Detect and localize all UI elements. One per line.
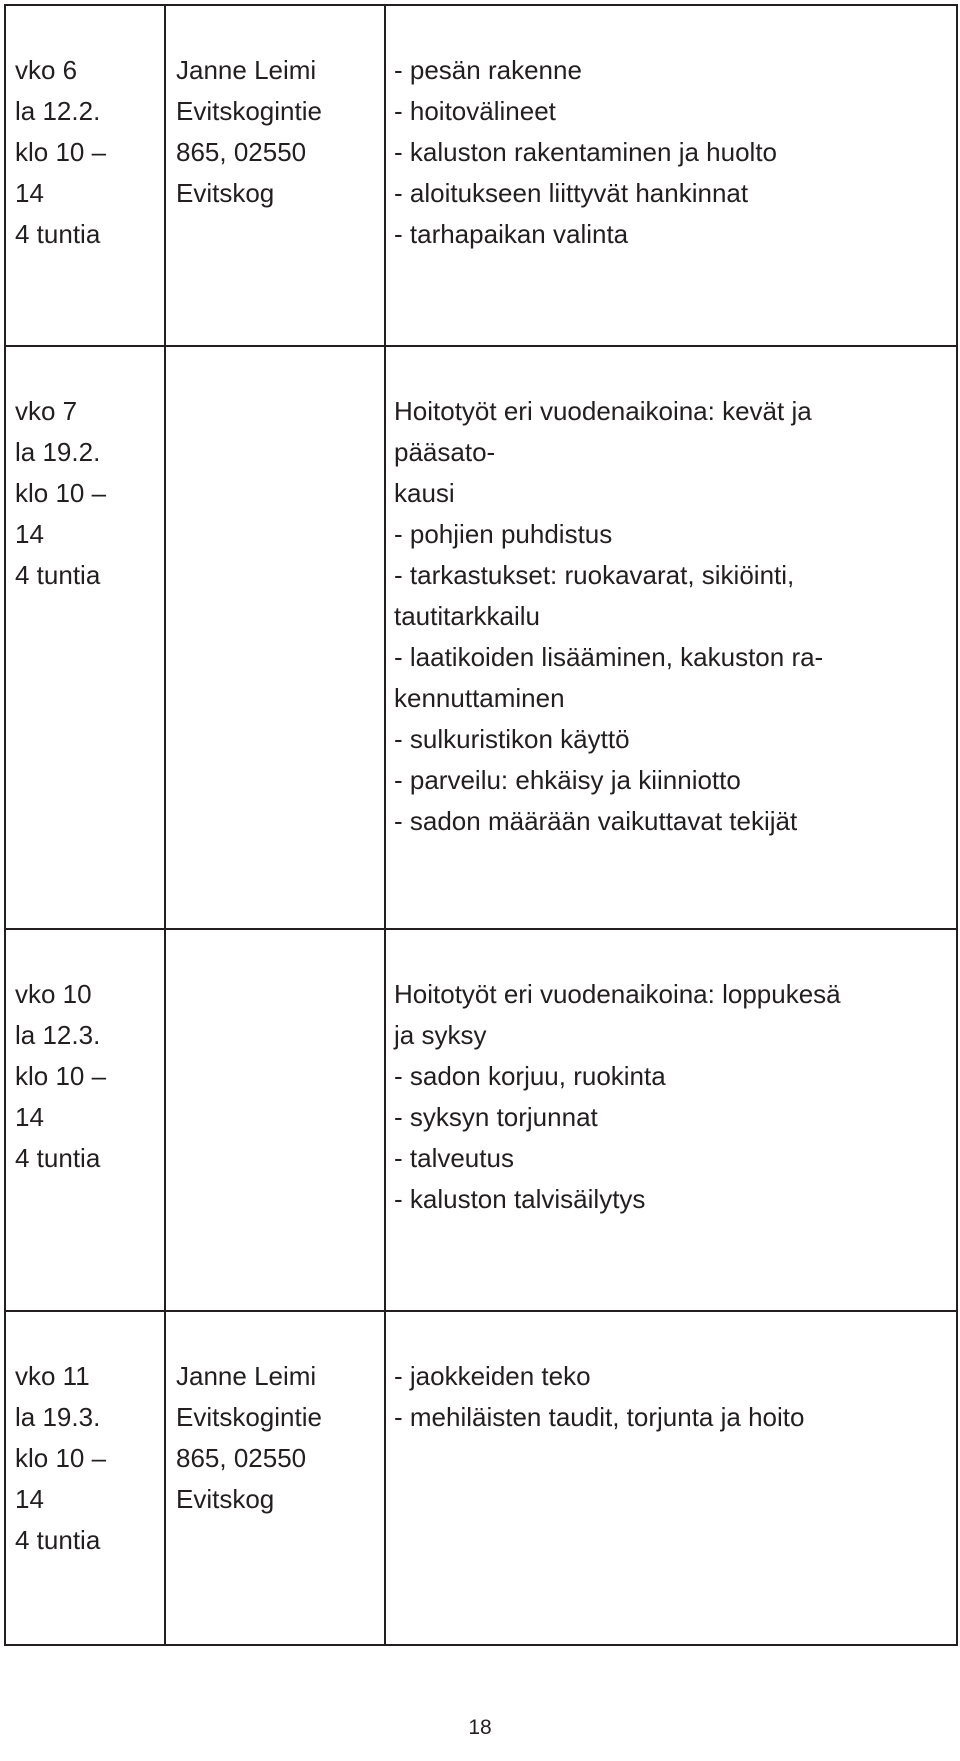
topic-line: - syksyn torjunnat [394,1102,598,1132]
week-cell [5,1311,165,1645]
host-line: 865, 02550 [176,1443,307,1473]
topic-line: - parveilu: ehkäisy ja kiinniotto [394,765,741,795]
week-details [15,50,164,255]
topic-line: - sadon määrään vaikuttavat tekijät [394,806,798,836]
topic-cell [385,5,957,346]
topic-line: - pohjien puhdistus [394,519,613,549]
topic-cell [385,346,957,929]
week-line: 14 [15,178,44,208]
topic-line: - kaluston talvisäilytys [394,1184,646,1214]
host-line: Evitskogintie [176,1402,322,1432]
week-details [15,1356,164,1561]
week-line: 4 tuntia [15,1525,101,1555]
host-cell [165,1311,385,1645]
table-row [5,929,957,1311]
topic-list [394,1356,956,1438]
topic-line: kennuttaminen [394,683,565,713]
week-line: klo 10 – [15,478,107,508]
table-row [5,1311,957,1645]
topic-cell [385,1311,957,1645]
topic-line: Hoitotyöt eri vuodenaikoina: loppukesä [394,979,841,1009]
topic-line: ja syksy [394,1020,487,1050]
week-cell [5,346,165,929]
host-details [176,1356,384,1520]
course-schedule-table [4,4,958,1646]
host-line: Janne Leimi [176,55,317,85]
week-line: 14 [15,1484,44,1514]
week-line: klo 10 – [15,137,107,167]
topic-line: - hoitovälineet [394,96,556,126]
week-line: vko 11 [15,1361,90,1391]
host-cell [165,5,385,346]
week-line: la 12.2. [15,96,101,126]
topic-list [394,974,956,1220]
topic-line: - aloitukseen liittyvät hankinnat [394,178,749,208]
week-line: vko 7 [15,396,78,426]
week-line: vko 6 [15,55,78,85]
week-line: 14 [15,1102,44,1132]
week-line: klo 10 – [15,1443,107,1473]
topic-line: Hoitotyöt eri vuodenaikoina: kevät ja [394,396,812,426]
week-line: 14 [15,519,44,549]
host-cell-empty [165,346,385,929]
week-line: vko 10 [15,979,92,1009]
topic-list [394,391,956,842]
host-line: Evitskog [176,178,275,208]
topic-line: - sulkuristikon käyttö [394,724,630,754]
host-line: Evitskog [176,1484,275,1514]
host-details [176,50,384,214]
week-line: 4 tuntia [15,219,101,249]
host-line: Janne Leimi [176,1361,317,1391]
topic-line: - tarkastukset: ruokavarat, sikiöinti, [394,560,795,590]
topic-line: - sadon korjuu, ruokinta [394,1061,666,1091]
topic-line: - mehiläisten taudit, torjunta ja hoito [394,1402,805,1432]
week-details [15,974,164,1179]
topic-line: - pesän rakenne [394,55,582,85]
week-line: klo 10 – [15,1061,107,1091]
topic-line: pääsato- [394,437,496,467]
table-row [5,5,957,346]
host-line: 865, 02550 [176,137,307,167]
week-line: 4 tuntia [15,560,101,590]
week-line: la 12.3. [15,1020,101,1050]
topic-line: - kaluston rakentaminen ja huolto [394,137,778,167]
topic-line: kausi [394,478,455,508]
host-cell-empty [165,929,385,1311]
week-line: la 19.2. [15,437,101,467]
topic-line: - jaokkeiden teko [394,1361,591,1391]
topic-line: - laatikoiden lisääminen, kakuston ra- [394,642,824,672]
week-cell [5,929,165,1311]
week-line: 4 tuntia [15,1143,101,1173]
week-cell [5,5,165,346]
topic-list [394,50,956,255]
week-line: la 19.3. [15,1402,101,1432]
week-details [15,391,164,596]
topic-cell [385,929,957,1311]
host-line: Evitskogintie [176,96,322,126]
topic-line: tautitarkkailu [394,601,540,631]
page-number: 18 [468,1716,492,1739]
table-row [5,346,957,929]
topic-line: - tarhapaikan valinta [394,219,629,249]
topic-line: - talveutus [394,1143,514,1173]
